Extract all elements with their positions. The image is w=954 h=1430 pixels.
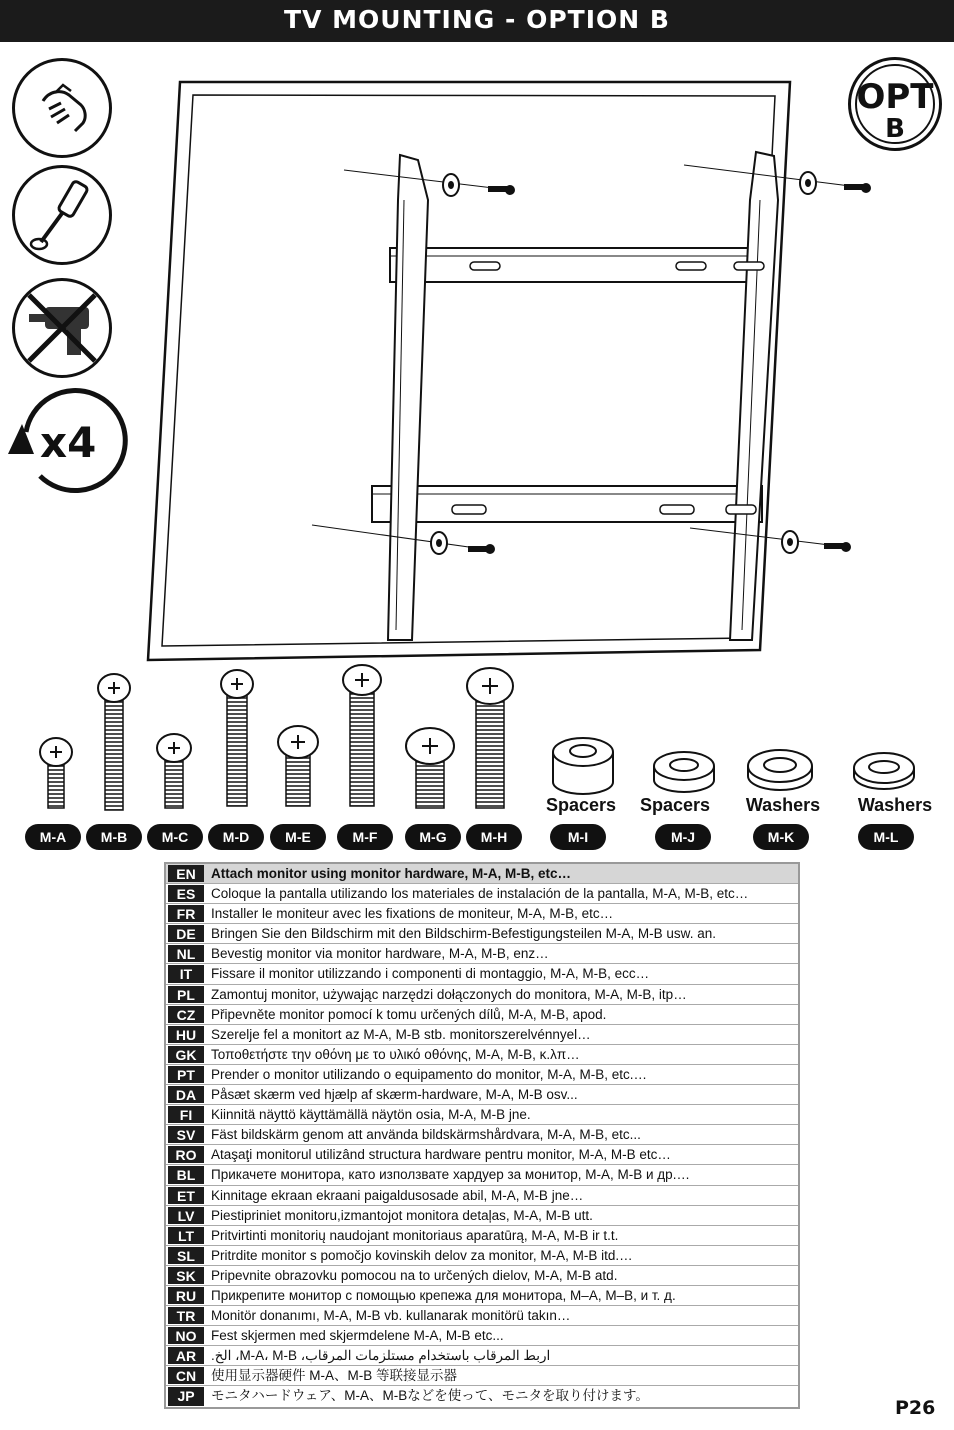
instruction-text: Szerelje fel a monitort az M-A, M-B stb. monitorszerelvénnyel… bbox=[211, 1026, 591, 1042]
instruction-text: Připevněte monitor pomocí k tomu určených dílů, M-A, M-B, apod. bbox=[211, 1006, 607, 1022]
instruction-text: Prender o monitor utilizando o equipamento do monitor, M-A, M-B, etc.… bbox=[211, 1066, 647, 1082]
instruction-text: Fest skjermen med skjermdelene M-A, M-B etc... bbox=[211, 1328, 504, 1344]
instruction-row-ar bbox=[166, 1346, 798, 1366]
screw-m-a bbox=[40, 738, 72, 808]
screw-m-e bbox=[278, 726, 318, 806]
instruction-row-sl bbox=[166, 1246, 798, 1266]
language-code: SL bbox=[168, 1247, 204, 1264]
language-code: NO bbox=[168, 1327, 204, 1344]
instruction-text: Zamontuj monitor, używając narzędzi dołączonych do monitora, M-A, M-B, itp… bbox=[211, 986, 687, 1002]
instruction-text: 使用显示器硬件 M-A、M-B 等联接显示器 bbox=[211, 1368, 457, 1384]
instruction-row-sv bbox=[166, 1125, 798, 1145]
spacer-m-i bbox=[553, 738, 613, 794]
screw-m-g bbox=[406, 728, 454, 808]
instruction-text: Ataşaţi monitorul utilizând structura hardware pentru monitor, M-A, M-B etc… bbox=[211, 1147, 671, 1163]
instruction-row-en bbox=[166, 864, 798, 884]
language-code: DE bbox=[168, 925, 204, 942]
part-code-m-b: M-B bbox=[86, 824, 142, 850]
language-code: NL bbox=[168, 945, 204, 962]
instruction-row-da bbox=[166, 1085, 798, 1105]
language-code: JP bbox=[168, 1387, 204, 1405]
instruction-text: Pritrdite monitor s pomočjo kovinskih delov za monitor, M-A, M-B itd.… bbox=[211, 1247, 633, 1263]
hardware-label-m-k: Washers bbox=[745, 795, 821, 815]
instruction-text: Pritvirtinti monitorių naudojant monitoriaus aparatūrą, M-A, M-B ir t.t. bbox=[211, 1227, 619, 1243]
instruction-text: Kiinnitä näyttö käyttämällä näytön osia, M-A, M-B jne. bbox=[211, 1107, 531, 1123]
part-code-m-k: M-K bbox=[753, 824, 809, 850]
instruction-text: اربط المرقاب باستخدام مستلزمات المرقاب، M-A، M-B، الخ. bbox=[211, 1348, 551, 1364]
instruction-row-sk bbox=[166, 1266, 798, 1286]
instruction-text: Attach monitor using monitor hardware, M-A, M-B, etc… bbox=[211, 866, 572, 881]
instruction-text: Pripevnite obrazovku pomocou na to určených dielov, M-A, M-B atd. bbox=[211, 1267, 618, 1283]
instruction-row-ro bbox=[166, 1145, 798, 1165]
instruction-text: Kinnitage ekraan ekraani paigaldusosade abil, M-A, M-B jne… bbox=[211, 1187, 584, 1203]
instruction-table bbox=[164, 862, 800, 1409]
part-code-m-f: M-F bbox=[337, 824, 393, 850]
language-code: LT bbox=[168, 1227, 204, 1244]
part-code-m-l: M-L bbox=[858, 824, 914, 850]
language-code: PL bbox=[168, 986, 204, 1003]
instruction-row-gk bbox=[166, 1045, 798, 1065]
language-code: LV bbox=[168, 1207, 204, 1224]
instruction-text: Прикрепите монитор с помощью крепежа для монитора, M–A, M–B, и т. д. bbox=[211, 1287, 676, 1303]
language-code: IT bbox=[168, 965, 204, 982]
language-code: FR bbox=[168, 905, 204, 922]
instruction-row-ru bbox=[166, 1286, 798, 1306]
instruction-row-pt bbox=[166, 1065, 798, 1085]
instruction-row-de bbox=[166, 924, 798, 944]
part-code-m-j: M-J bbox=[655, 824, 711, 850]
instruction-row-fr bbox=[166, 904, 798, 924]
hardware-label-m-j: Spacers bbox=[639, 795, 711, 815]
washer-m-k bbox=[748, 750, 812, 790]
instruction-row-bl bbox=[166, 1165, 798, 1185]
language-code: AR bbox=[168, 1347, 204, 1364]
instruction-text: Piestipriniet monitoru,izmantojot monitora detaļas, M-A, M-B utt. bbox=[211, 1207, 593, 1223]
hardware-label-m-i: Spacers bbox=[545, 795, 617, 815]
instruction-text: Fäst bildskärm genom att använda bildskärmshårdvara, M-A, M-B, etc... bbox=[211, 1127, 641, 1143]
language-code: HU bbox=[168, 1026, 204, 1043]
language-code: RO bbox=[168, 1146, 204, 1163]
instruction-row-et bbox=[166, 1186, 798, 1206]
option-badge-line2: B bbox=[885, 114, 905, 144]
language-code: CZ bbox=[168, 1006, 204, 1023]
spacer-m-j bbox=[654, 752, 714, 792]
screw-m-d bbox=[221, 670, 253, 806]
language-code: SV bbox=[168, 1126, 204, 1143]
screw-m-b bbox=[98, 674, 130, 810]
language-code: SK bbox=[168, 1267, 204, 1284]
instruction-text: Monitör donanımı, M-A, M-B vb. kullanarak monitörü takın… bbox=[211, 1308, 571, 1324]
instruction-text: Bringen Sie den Bildschirm mit den Bildschirm-Befestigungsteilen M-A, M-B usw. an. bbox=[211, 926, 716, 942]
instruction-text: Installer le moniteur avec les fixations de moniteur, M-A, M-B, etc… bbox=[211, 906, 614, 922]
instruction-row-jp bbox=[166, 1386, 798, 1406]
instruction-row-es bbox=[166, 884, 798, 904]
instruction-row-pl bbox=[166, 985, 798, 1005]
instruction-row-it bbox=[166, 964, 798, 984]
page-number: P26 bbox=[895, 1397, 936, 1419]
part-code-m-g: M-G bbox=[405, 824, 461, 850]
instruction-row-tr bbox=[166, 1306, 798, 1326]
instruction-text: Прикачете монитора, като използвате хардуер за монитор, M-A, M-B и др.… bbox=[211, 1167, 690, 1183]
language-code: BL bbox=[168, 1166, 204, 1183]
part-code-m-e: M-E bbox=[270, 824, 326, 850]
instruction-row-cn bbox=[166, 1366, 798, 1386]
screw-m-c bbox=[157, 734, 191, 808]
language-code: ET bbox=[168, 1187, 204, 1204]
hardware-label-m-l: Washers bbox=[857, 795, 933, 815]
part-code-m-i: M-I bbox=[550, 824, 606, 850]
screw-m-f bbox=[343, 665, 381, 806]
instruction-text: Coloque la pantalla utilizando los materiales de instalación de la pantalla, M-A, M-B, etc… bbox=[211, 886, 749, 902]
part-code-m-a: M-A bbox=[25, 824, 81, 850]
language-code: TR bbox=[168, 1307, 204, 1324]
instruction-row-fi bbox=[166, 1105, 798, 1125]
instruction-row-lv bbox=[166, 1206, 798, 1226]
language-code: CN bbox=[168, 1367, 204, 1384]
instruction-row-lt bbox=[166, 1226, 798, 1246]
language-code: RU bbox=[168, 1287, 204, 1304]
screw-m-h bbox=[467, 668, 513, 808]
language-code: PT bbox=[168, 1066, 204, 1083]
tv-mount-diagram bbox=[0, 0, 954, 670]
washer-m-l bbox=[854, 753, 914, 789]
instruction-text: モニタハードウェア、M-A、M-Bなどを使って、モニタを取り付けます。 bbox=[211, 1388, 649, 1404]
instruction-row-cz bbox=[166, 1005, 798, 1025]
part-code-m-h: M-H bbox=[466, 824, 522, 850]
language-code: FI bbox=[168, 1106, 204, 1123]
option-badge-line1: OPT bbox=[856, 77, 934, 117]
repeat-count: x4 bbox=[40, 418, 97, 467]
instruction-text: Bevestig monitor via monitor hardware, M-A, M-B, enz… bbox=[211, 946, 549, 962]
language-code: GK bbox=[168, 1046, 204, 1063]
instruction-row-no bbox=[166, 1326, 798, 1346]
instruction-text: Påsæt skærm ved hjælp af skærm-hardware, M-A, M-B osv... bbox=[211, 1087, 578, 1103]
language-code: EN bbox=[168, 865, 204, 882]
page-title: TV MOUNTING - OPTION B bbox=[284, 5, 670, 34]
instruction-row-nl bbox=[166, 944, 798, 964]
instruction-text: Fissare il monitor utilizzando i componenti di montaggio, M-A, M-B, ecc… bbox=[211, 966, 650, 982]
part-code-m-c: M-C bbox=[147, 824, 203, 850]
instruction-row-hu bbox=[166, 1025, 798, 1045]
language-code: DA bbox=[168, 1086, 204, 1103]
instruction-text: Τοποθετήστε την οθόνη με το υλικό οθόνης, M-A, M-B, κ.λπ… bbox=[211, 1046, 580, 1062]
language-code: ES bbox=[168, 885, 204, 902]
part-code-m-d: M-D bbox=[208, 824, 264, 850]
